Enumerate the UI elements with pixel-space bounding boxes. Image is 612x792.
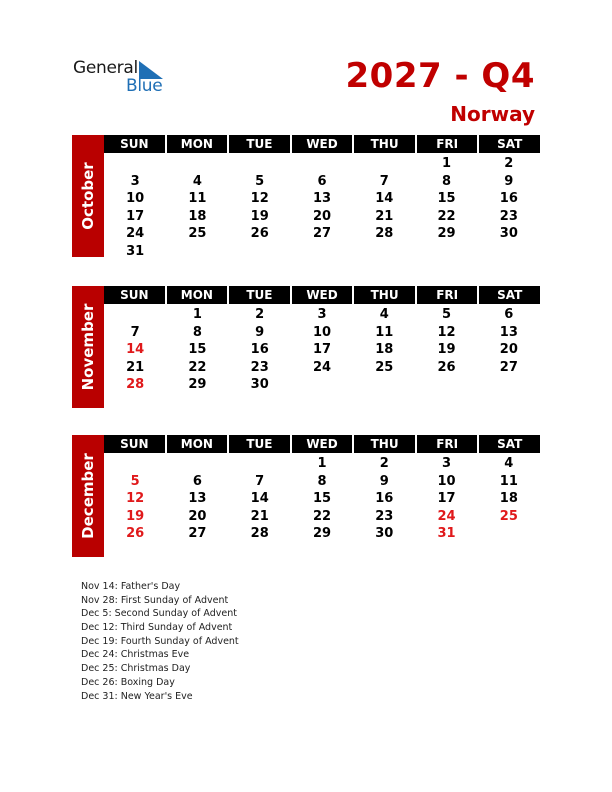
day-cell: 25: [499, 508, 518, 524]
day-cell: 12: [126, 491, 145, 507]
day-cell: [166, 243, 228, 261]
day-cell: 29: [312, 526, 332, 542]
weekday-label: SAT: [479, 435, 540, 453]
week-row: [104, 155, 540, 173]
day-cell: 19: [437, 342, 456, 358]
day-cell: 20: [312, 208, 332, 224]
week-row: [104, 190, 540, 208]
day-cell: 19: [126, 508, 145, 524]
day-cell: 25: [188, 226, 207, 242]
weekday-header: [104, 286, 540, 304]
week-row: [104, 243, 540, 261]
month-name: December: [79, 453, 97, 539]
day-cell: [478, 243, 540, 261]
week-row: [104, 473, 540, 491]
day-cell: 5: [255, 173, 265, 189]
day-cell: [478, 525, 540, 543]
weekday-label: MON: [167, 286, 228, 304]
week-row: [104, 306, 540, 324]
day-cell: 24: [437, 508, 456, 524]
day-cell: 20: [188, 508, 207, 524]
week-row: [104, 490, 540, 508]
holiday-entry: Dec 25: Christmas Day: [81, 663, 191, 675]
weekday-label: MON: [167, 435, 228, 453]
day-cell: 13: [499, 324, 518, 340]
week-row: [104, 455, 540, 473]
holiday-entry: Nov 28: First Sunday of Advent: [81, 594, 229, 606]
country-name: Norway: [450, 102, 535, 126]
day-cell: 15: [437, 191, 456, 207]
month-name: November: [79, 303, 97, 391]
day-cell: 18: [375, 342, 394, 358]
day-cell: [104, 306, 166, 324]
day-cell: 9: [379, 473, 389, 489]
month-name: October: [79, 162, 97, 230]
holiday-entry: Dec 12: Third Sunday of Advent: [81, 622, 233, 634]
weekday-header: [104, 435, 540, 453]
weekday-label: SAT: [479, 286, 540, 304]
day-cell: 9: [255, 324, 265, 340]
weekday-label: SUN: [104, 286, 165, 304]
day-cell: 21: [375, 208, 394, 224]
day-cell: 28: [126, 377, 145, 393]
day-cell: 22: [437, 208, 456, 224]
day-cell: 31: [126, 243, 145, 259]
day-cell: [353, 243, 415, 261]
day-cell: 27: [188, 526, 207, 542]
day-cell: 31: [437, 526, 456, 542]
day-cell: 17: [126, 208, 145, 224]
day-cell: 19: [250, 208, 269, 224]
week-row: [104, 376, 540, 394]
holiday-entry: Dec 19: Fourth Sunday of Advent: [81, 635, 239, 647]
day-cell: 5: [442, 307, 452, 322]
day-cell: 6: [192, 473, 202, 489]
day-cell: 25: [375, 359, 394, 375]
day-cell: [166, 455, 228, 473]
week-row: [104, 324, 540, 342]
day-cell: 30: [499, 226, 518, 242]
day-cell: 18: [499, 491, 518, 507]
day-cell: [229, 155, 291, 173]
day-cell: 11: [499, 473, 518, 489]
day-cell: 14: [250, 491, 269, 507]
day-cell: 14: [126, 342, 145, 358]
day-cell: 10: [437, 473, 456, 489]
day-cell: 29: [437, 226, 456, 242]
day-cell: 11: [375, 324, 394, 340]
day-cell: 20: [499, 342, 518, 358]
day-cell: 24: [312, 359, 332, 375]
holiday-list: [81, 580, 239, 703]
weekday-header: [104, 135, 540, 153]
page-title: 2027 - Q4: [345, 56, 535, 96]
week-row: [104, 173, 540, 191]
day-cell: 2: [255, 307, 265, 322]
holiday-entry: Dec 5: Second Sunday of Advent: [81, 608, 237, 620]
logo-text-blue: Blue: [126, 76, 163, 96]
day-cell: 9: [504, 173, 514, 189]
day-cell: 7: [130, 324, 140, 340]
day-cell: 30: [375, 526, 394, 542]
day-cell: [229, 455, 291, 473]
day-cell: 16: [499, 191, 518, 207]
holiday-entry: Nov 14: Father's Day: [81, 581, 181, 592]
week-row: [104, 225, 540, 243]
weekday-label: THU: [354, 435, 415, 453]
day-cell: 8: [317, 473, 327, 489]
month-label-tab: [72, 435, 104, 557]
day-cell: 28: [375, 226, 394, 242]
day-cell: 27: [499, 359, 518, 375]
day-cell: 30: [250, 377, 269, 393]
day-cell: 15: [188, 342, 207, 358]
day-cell: 16: [250, 342, 269, 358]
week-row: [104, 525, 540, 543]
weekday-label: FRI: [417, 135, 478, 153]
day-cell: 12: [437, 324, 456, 340]
weekday-label: WED: [292, 435, 353, 453]
day-cell: 10: [126, 191, 145, 207]
day-cell: 11: [188, 191, 207, 207]
day-cell: 18: [188, 208, 207, 224]
calendar-grid: [104, 435, 540, 543]
day-cell: 4: [379, 307, 389, 322]
day-cell: 2: [379, 456, 389, 471]
day-cell: 14: [375, 191, 394, 207]
day-cell: [166, 155, 228, 173]
day-cell: 26: [250, 226, 269, 242]
day-cell: 23: [499, 208, 518, 224]
day-cell: [104, 155, 166, 173]
week-row: [104, 359, 540, 377]
day-cell: 28: [250, 526, 269, 542]
holiday-entry: Dec 31: New Year's Eve: [81, 690, 193, 702]
week-row: [104, 508, 540, 526]
day-cell: 7: [379, 173, 389, 189]
day-cell: 21: [126, 359, 145, 375]
day-cell: 17: [437, 491, 456, 507]
day-cell: [104, 455, 166, 473]
month-label-tab: [72, 135, 104, 257]
day-cell: 6: [504, 307, 514, 322]
weekday-label: FRI: [417, 286, 478, 304]
day-cell: 26: [437, 359, 456, 375]
day-cell: 8: [442, 173, 452, 189]
day-cell: [478, 376, 540, 394]
day-cell: 1: [192, 307, 202, 322]
day-cell: 26: [126, 526, 145, 542]
day-cell: 13: [188, 491, 207, 507]
day-cell: 29: [188, 377, 207, 393]
day-cell: [353, 155, 415, 173]
holiday-entry: Dec 24: Christmas Eve: [81, 649, 190, 661]
week-row: [104, 341, 540, 359]
day-cell: 16: [375, 491, 394, 507]
day-cell: 23: [375, 508, 394, 524]
calendar-grid: [104, 135, 540, 261]
day-cell: 27: [312, 226, 332, 242]
day-cell: [291, 243, 353, 261]
day-cell: [415, 243, 477, 261]
holiday-entry: Dec 26: Boxing Day: [81, 676, 175, 688]
day-cell: [415, 376, 477, 394]
weekday-label: MON: [167, 135, 228, 153]
day-cell: 10: [312, 324, 332, 340]
day-cell: 15: [312, 491, 332, 507]
day-cell: 1: [317, 456, 327, 471]
day-cell: 5: [130, 473, 140, 489]
day-cell: 7: [255, 473, 265, 489]
day-cell: [229, 243, 291, 261]
day-cell: 1: [442, 156, 452, 171]
weekday-label: WED: [292, 135, 353, 153]
weekday-label: SUN: [104, 435, 165, 453]
generalblue-logo: [73, 58, 173, 98]
day-cell: 24: [126, 226, 145, 242]
day-cell: 4: [192, 173, 202, 189]
day-cell: 22: [188, 359, 207, 375]
day-cell: 17: [312, 342, 332, 358]
weekday-label: FRI: [417, 435, 478, 453]
day-cell: 6: [317, 173, 327, 189]
weekday-label: THU: [354, 286, 415, 304]
day-cell: 3: [130, 173, 140, 189]
weekday-label: SAT: [479, 135, 540, 153]
day-cell: 4: [504, 456, 514, 471]
weekday-label: SUN: [104, 135, 165, 153]
day-cell: 2: [504, 156, 514, 171]
day-cell: [291, 155, 353, 173]
weekday-label: TUE: [229, 435, 290, 453]
day-cell: [353, 376, 415, 394]
month-label-tab: [72, 286, 104, 408]
day-cell: [291, 376, 353, 394]
day-cell: 12: [250, 191, 269, 207]
weekday-label: TUE: [229, 286, 290, 304]
day-cell: 13: [312, 191, 332, 207]
weekday-label: THU: [354, 135, 415, 153]
day-cell: 3: [442, 456, 452, 471]
day-cell: 22: [312, 508, 332, 524]
week-row: [104, 208, 540, 226]
day-cell: 23: [250, 359, 269, 375]
calendar-grid: [104, 286, 540, 394]
weekday-label: TUE: [229, 135, 290, 153]
logo-text-general: General: [73, 58, 138, 78]
weekday-label: WED: [292, 286, 353, 304]
day-cell: 3: [317, 307, 327, 322]
day-cell: 21: [250, 508, 269, 524]
day-cell: 8: [192, 324, 202, 340]
